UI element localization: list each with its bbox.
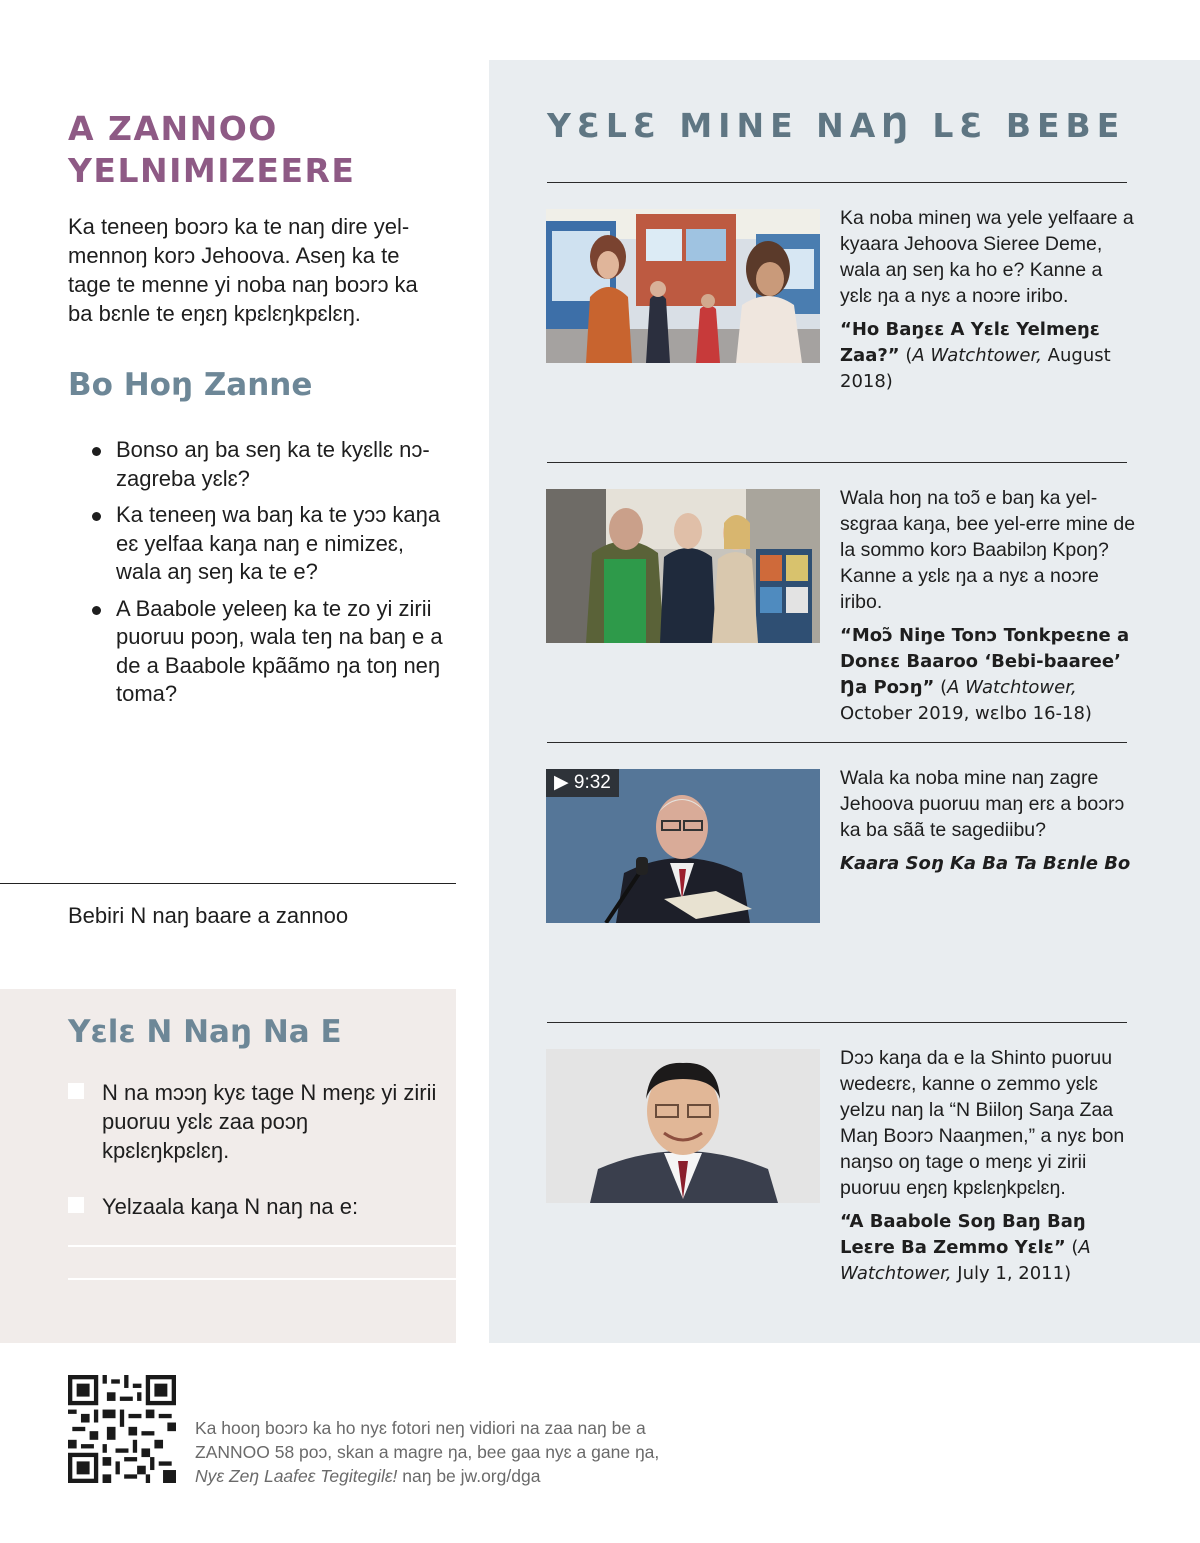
divider — [0, 883, 456, 884]
summary-title: A ZANNOO YELNIMIZEERE — [68, 109, 356, 190]
item-reference[interactable]: “Ho Baŋɛɛ A Yɛlɛ Yelmeŋɛ Zaa?” (A Watchtower, August 2018) — [840, 319, 1111, 392]
goal-text: Yelzaala kaŋa N naŋ na e: — [102, 1194, 359, 1219]
reference-source: A Watchtower, — [840, 1237, 1091, 1284]
reference-title[interactable]: “A Baabole Soŋ Baŋ Baŋ Leɛre Ba Zemmo Yɛlɛ” — [840, 1211, 1086, 1258]
reference-date: October 2019, wɛlbo 16-18) — [840, 703, 1092, 724]
divider — [547, 742, 1127, 743]
review-question: Bonso aŋ ba seŋ ka te kyɛllɛ nɔ-zagreba yɛlɛ? — [90, 436, 452, 493]
video-thumbnail[interactable] — [546, 769, 820, 923]
thumbnail-news-screens[interactable] — [546, 209, 820, 363]
item-description: Dɔɔ kaŋa da e la Shinto puoruu wedeɛrɛ, kanne o zemmo yɛlɛ yelzu naŋ la “N Biiloŋ Saŋa Zaa Maŋ Boɔrɔ Naaŋmen,” a nyɛ bon naŋso oŋ tage o meŋɛ yi zirii puoruu eŋɛŋ kpɛlɛŋkpɛlɛŋ. — [840, 1047, 1125, 1199]
explore-item-4 — [840, 1045, 1136, 1287]
review-question: Ka teneeŋ wa baŋ ka te yɔɔ kaŋa eɛ yelfaa kaŋa naŋ e nimizeɛ, wala aŋ seŋ ka te e? — [90, 501, 452, 587]
goals-heading: Yɛlɛ N Naŋ Na E — [68, 1014, 342, 1050]
reference-date: July 1, 2011) — [951, 1263, 1072, 1284]
video-duration-badge — [546, 769, 619, 797]
divider — [547, 462, 1127, 463]
bullet-icon — [92, 512, 101, 521]
summary-intro: Ka teneeŋ boɔrɔ ka te naŋ dire yel-mennoŋ korɔ Jehoova. Aseŋ ka te tage te menne yi noba naŋ boɔrɔ ka ba bɛnle te eŋɛŋ kpɛlɛŋkpɛlɛŋ. — [68, 214, 418, 326]
qr-code-icon[interactable] — [68, 1375, 176, 1483]
image-illustration — [546, 209, 820, 363]
item-description: Wala hoŋ na toɔ̃ e baŋ ka yel-sɛgraa kaŋa, bee yel-erre mine de la sommo korɔ Baabilɔŋ Kpoŋ? Kanne a yɛlɛ ŋa a nyɛ a noɔre iribo. — [840, 487, 1136, 613]
image-illustration — [546, 489, 820, 643]
play-icon: ▶ — [554, 772, 574, 793]
item-reference[interactable]: “Moɔ̃ Niŋe Tonɔ Tonkpeɛne a Donɛɛ Baaroo ‘Bebi-baaree’ Ŋa Poɔŋ” (A Watchtower, October 2019, wɛlbo 16-18) — [840, 625, 1130, 724]
checkbox[interactable] — [68, 1083, 84, 1099]
write-line[interactable] — [68, 1278, 456, 1280]
item-reference[interactable] — [840, 851, 1136, 877]
reference-title[interactable]: “Ho Baŋɛɛ A Yɛlɛ Yelmeŋɛ Zaa?” — [840, 319, 1100, 366]
video-duration: 9:32 — [573, 772, 611, 793]
write-line[interactable] — [68, 1245, 456, 1247]
item-description: Ka noba mineŋ wa yele yelfaare a kyaara Jehoova Sieree Deme, wala aŋ seŋ ka ho e? Kanne a yɛlɛ ŋa a nyɛ a noɔre iribo. — [840, 207, 1134, 307]
reference-source: A Watchtower, — [947, 677, 1077, 698]
notes-label: Bebiri N naŋ baare a zannoo — [68, 903, 349, 928]
reference-source: A Watchtower, — [912, 345, 1042, 366]
publication-title: Nyɛ Zeŋ Laafeɛ Tegitegilɛ! — [195, 1466, 398, 1486]
goal-text: N na mɔɔŋ kyɛ tage N meŋɛ yi zirii puoruu yɛlɛ zaa poɔŋ kpɛlɛŋkpɛlɛŋ. — [102, 1080, 437, 1163]
divider — [547, 1022, 1127, 1023]
bullet-icon — [92, 606, 101, 615]
explore-item-1 — [840, 205, 1136, 395]
checkbox[interactable] — [68, 1197, 84, 1213]
reference-date: August 2018) — [840, 345, 1111, 392]
divider — [547, 182, 1127, 183]
item-description: Wala ka noba mine naŋ zagre Jehoova puoruu maŋ erɛ a boɔrɔ ka ba sãã te sagediibu? — [840, 767, 1125, 841]
explore-item-3 — [840, 765, 1136, 877]
thumbnail-literature-cart[interactable] — [546, 489, 820, 643]
bullet-icon — [92, 447, 101, 456]
review-questions — [90, 436, 452, 717]
reference-title[interactable]: “Moɔ̃ Niŋe Tonɔ Tonkpeɛne a Donɛɛ Baaroo ‘Bebi-baaree’ Ŋa Poɔŋ” — [840, 625, 1130, 698]
goal-item[interactable] — [68, 1192, 438, 1221]
image-illustration — [546, 1049, 820, 1203]
explore-item-2 — [840, 485, 1136, 727]
thumbnail-portrait[interactable] — [546, 1049, 820, 1203]
review-heading: Bo Hoŋ Zanne — [68, 367, 313, 403]
explore-heading: YƐLƐ MINE NAŊ LƐ BEBE — [547, 106, 1126, 145]
item-reference[interactable]: “A Baabole Soŋ Baŋ Baŋ Leɛre Ba Zemmo Yɛlɛ” (A Watchtower, July 1, 2011) — [840, 1211, 1091, 1284]
footer-text: Ka hooŋ boɔrɔ ka ho nyɛ fotori neŋ vidiori na zaa naŋ be a ZANNOO 58 poɔ, skan a magre ŋa, bee gaa nyɛ a gane ŋa, Nyɛ Zeŋ Laafeɛ Tegitegilɛ! naŋ be jw.org/dga — [195, 1418, 660, 1486]
review-question: A Baabole yeleeŋ ka te zo yi zirii puoruu poɔŋ, wala teŋ na baŋ e a de a Baabole kpããmo ŋa toŋ neŋ toma? — [90, 595, 452, 709]
reference-title[interactable]: Kaara Soŋ Ka Ba Ta Bɛnle Bo — [840, 853, 1131, 874]
goal-item[interactable] — [68, 1078, 438, 1165]
